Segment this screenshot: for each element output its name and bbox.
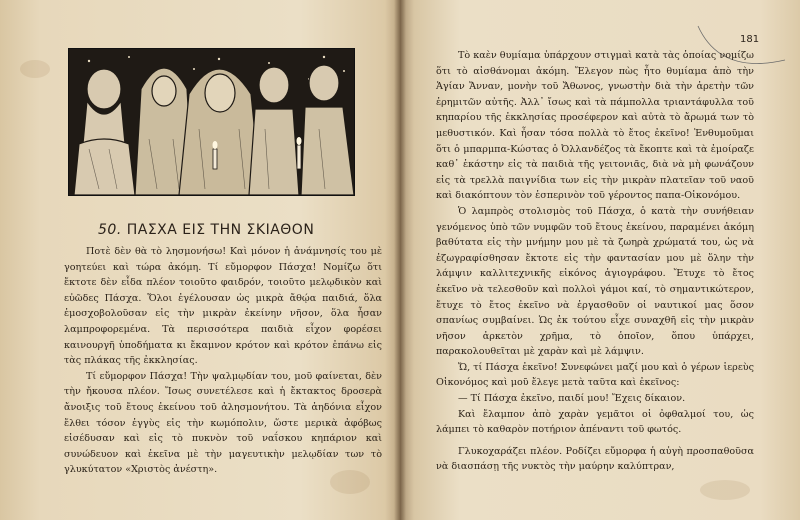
paragraph: — Τί Πάσχα ἐκεῖνο, παιδί μου! Ἔχεις δίκαιον. (458, 393, 686, 405)
paragraph: Καὶ ἔλαμπον ἀπὸ χαρὰν γεμᾶτοι οἱ ὀφθαλμοί του, ὡς λάμπει τὸ καθαρὸν ποτήριον ἀπέναντι τοῦ φωτός. (436, 408, 754, 436)
paragraph: Τὸ καὲν θυμίαμα ὑπάρχουν στιγμαὶ κατὰ τὰς ὁποίας νομίζω ὅτι τὸ αἰσθάνομαι ἀκόμη. Ἔλεγον πὼς ἦτο θυμίαμα ἀπὸ τὴν Ἁγίαν Ἄνναν, μονὴν τοῦ Ἄθωνος, γνωστὴν διὰ τὴν ἀρετὴν τῶν ἐρημιτῶν αὐτῆς. Ἀλλ᾿ ἴσως καὶ τὰ πάμπολλα τριαντάφυλλα τοῦ κηπαρίου τῆς ἐκκλησίας προσέφερον καὶ αὐτὰ τὸ ἄρωμά των τὸ μεθυστικόν. Καὶ ἦσαν τόσα πολλὰ τὸ ἔτος ἐκεῖνο! Ἐνθυμοῦμαι ὅτι ὁ μπαρμπα-Κώστας ὁ Ὀλλανδέζος τὰ ἔκοπτε καὶ τὰ ἐμοίραζε καθ᾿ ἑκάστην εἰς τὰ παιδιὰ τῆς γειτονιᾶς, διὰ νὰ μὴ φωνάζουν εἰς τὰ τρελλὰ παιγνίδια των εἰς τὴν μικρὰν πλατεῖαν τοῦ ναοῦ καὶ διακόπτουν τὸν ἑσπερινὸν τοῦ γέροντος παπα-Οἰκονόμου. (436, 50, 754, 202)
woodcut-people-with-candles-icon (69, 49, 354, 195)
left-body-text (64, 244, 382, 478)
right-body-text (436, 48, 754, 475)
chapter-title: ΠΑΣΧΑ ΕΙΣ ΤΗΝ ΣΚΙΑΘΟΝ (126, 222, 315, 238)
paragraph: Τί εὔμορφον Πάσχα! Τὴν ψαλμῳδίαν του, μοῦ φαίνεται, δὲν τὴν ἤκουσα πλέον. Ἴσως συνετέλεσε καὶ ἡ ἔκτακτος δροσερὰ ἄνοιξις τοῦ ἔτους ἐκείνου τοῦ ἀλησμονήτου. Τὰ ἀηδόνια εἶχον ἔλθει τόσον ἐγγὺς εἰς τὴν κωμόπολιν, ὥστε μερικὰ ἀφόβως εἰσέδυσαν καὶ εἰς τὸ πυκνὸν τοῦ ναΐσκου κηπάριον καὶ συνώδευον καὶ ἐκεῖνα μὲ τὴν μαγευτικὴν μελῳδίαν των τὸ γλυκύτατον «Χριστὸς ἀνέστη». (64, 370, 382, 476)
paragraph: Γλυκοχαράζει πλέον. Ροδίζει εὔμορφα ἡ αὐγὴ προσπαθοῦσα νὰ διασπάσῃ τῆς νυκτὸς τὴν μαύρην καλύπτραν, (436, 445, 754, 473)
chapter-heading (98, 222, 338, 238)
chapter-number: 50. (98, 222, 122, 238)
paragraph: Ὤ, τί Πάσχα ἐκεῖνο! Συνεφώνει μαζί μου καὶ ὁ γέρων ἱερεὺς Οἰκονόμος καὶ μοῦ ἔλεγε μετὰ ταῦτα καὶ ἐκεῖνος: (436, 361, 754, 389)
book-gutter (394, 0, 406, 520)
paragraph: Ὁ λαμπρὸς στολισμὸς τοῦ Πάσχα, ὁ κατὰ τὴν συνήθειαν γενόμενος ὑπὸ τῶν νυμφῶν τοῦ ἔτους ἐκείνου, παραμένει ἀκόμη βαθύτατα εἰς τὴν μνήμην μου μὲ τὰ ζωηρὰ χρώματά του, ὡς νὰ ἐζωγραφίσθησαν ἔκτοτε εἰς τὴν φαντασίαν μου μὲ ὅλην τὴν λάμψιν καλλιτεχνικῆς εἰκόνος ἁγιογράφου. Ἔτυχε τὸ ἔτος ἐκεῖνο νὰ τελεσθοῦν καὶ πολλοὶ γάμοι καί, τὸ σημαντικώτερον, ἔτυχε τὸ ἔτος ἐκεῖνο νὰ ἐργασθοῦν οἱ ναυτικοί μας ὅσον σπανίως συμβαίνει. Ὡς ἐκ τούτου εἶχε συναχθῆ εἰς τὴν μικρὰν νῆσον ἀρκετὸν χρῆμα, τὸ ὁποῖον, ὅπου ὑπάρχει, παρακολουθεῖται μὲ χαρὰν καὶ μὲ λάμψιν. (436, 205, 754, 358)
page-number: 181 (740, 34, 760, 45)
paragraph: Ποτὲ δὲν θὰ τὸ λησμονήσω! Καὶ μόνον ἡ ἀνάμνησίς του μὲ γοητεύει καὶ τώρα ἀκόμη. Τί εὔμορφον Πάσχα! Νομίζω ὅτι ἔκτοτε δὲν εἶδα πλέον τοιοῦτο φαιδρόν, τοιοῦτο μελῳδικὸν καὶ εὐῶδες Πάσχα. Ὅλοι ἐγέλουσαν ὡς μικρὰ ἄθῴα παιδιά, ὅλα ἐμοσχοβολοῦσαν εἰς τὴν μικρὰν ἐκείνην νῆσον, ὅλα ἦσαν λαμπροφορεμένα. Τὰ περισσότερα παιδιὰ εἶχον φορέσει καινουργῆ ὑποδήματα κι ἔκαμνον κρότον καὶ κρότον ἐπάνω εἰς τὰς πλάκας τῆς ἐκκλησίας. (64, 246, 382, 367)
woodcut-illustration (68, 48, 355, 196)
